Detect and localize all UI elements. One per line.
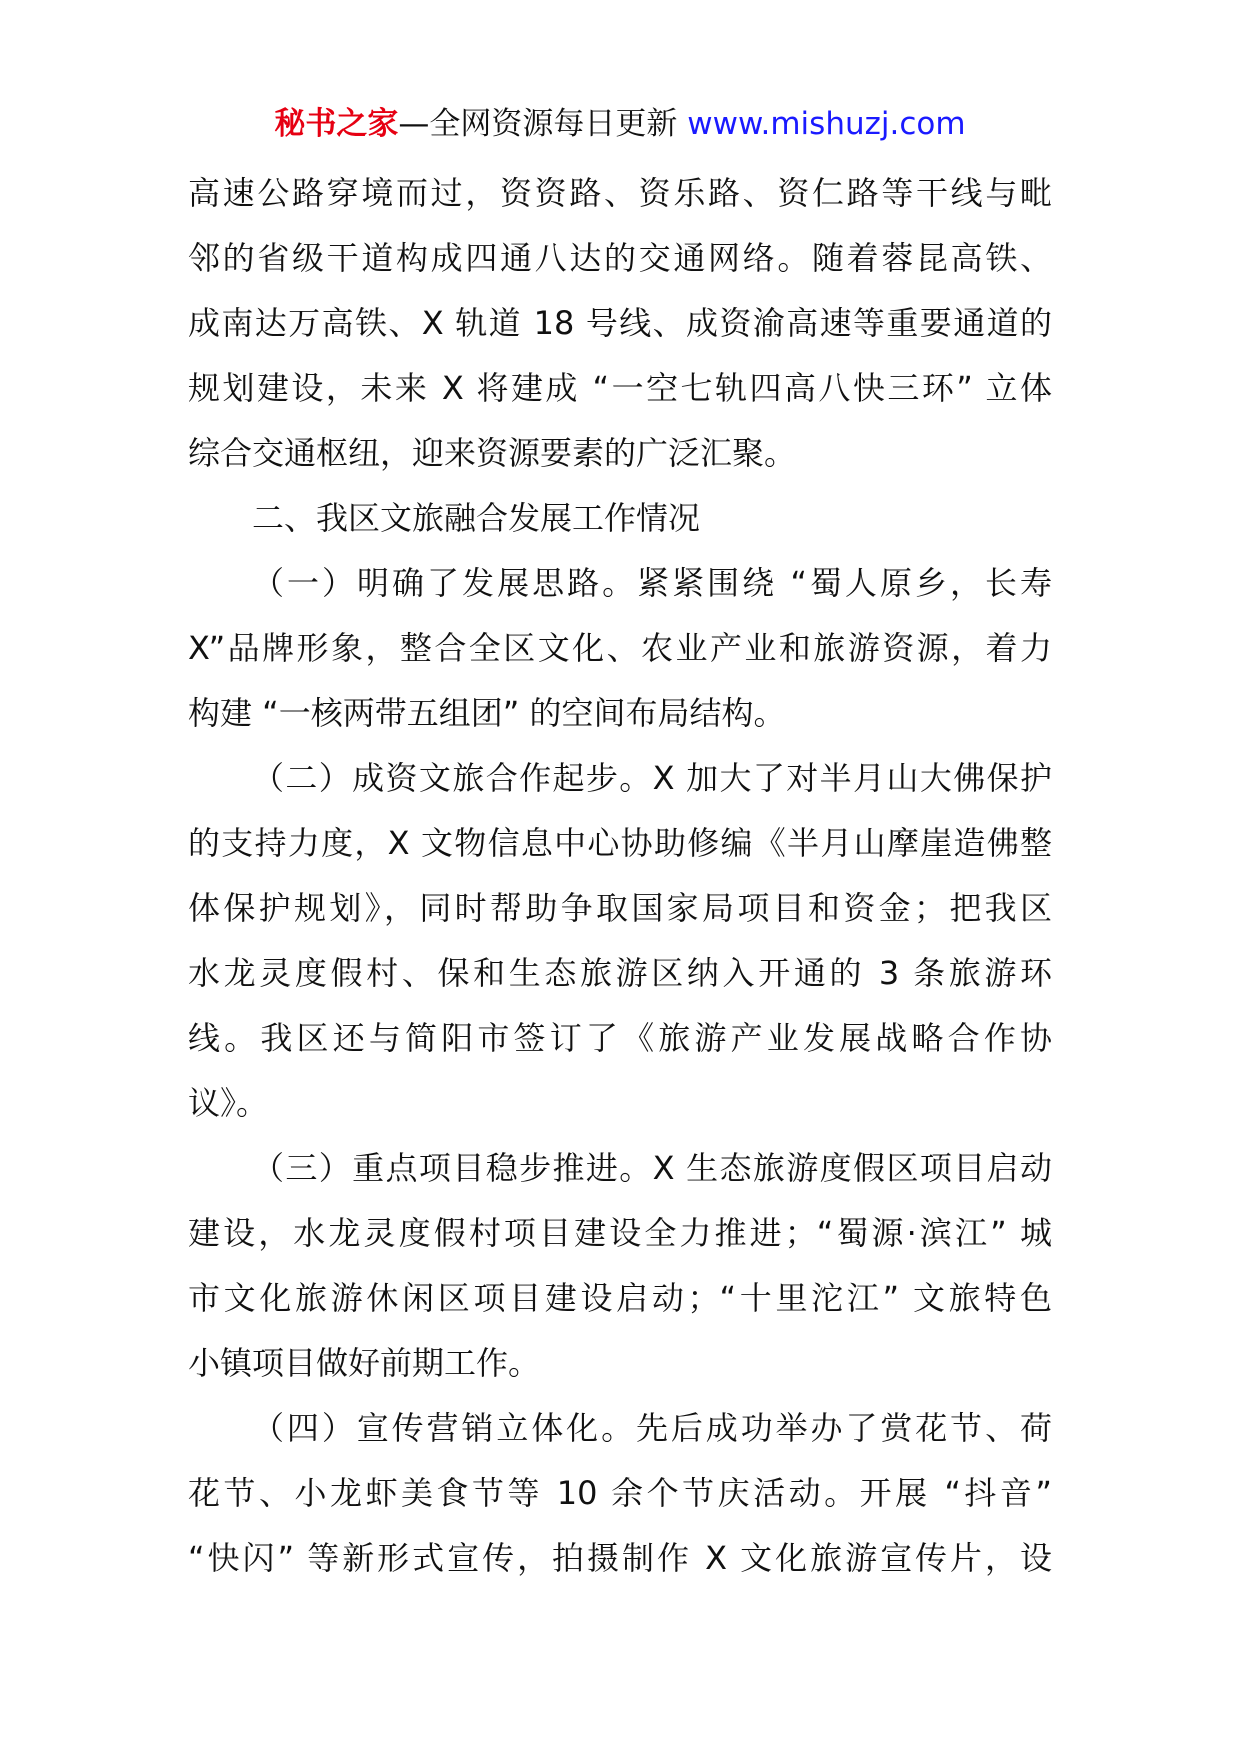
text-line: 建设，水龙灵度假村项目建设全力推进；“蜀源·滨江” 城 (188, 1214, 1052, 1252)
text-line: X”品牌形象，整合全区文化、农业产业和旅游资源，着力 (188, 629, 1052, 667)
text-line: 议》。 (188, 1084, 269, 1122)
text-line: 邻的省级干道构成四通八达的交通网络。随着蓉昆高铁、 (188, 239, 1052, 277)
paragraph-first-line: （三）重点项目稳步推进。X 生态旅游度假区项目启动 (252, 1149, 1052, 1187)
text-line: 综合交通枢纽，迎来资源要素的广泛汇聚。 (188, 434, 797, 472)
document-body (188, 161, 1052, 1591)
text-line: 线。我区还与简阳市签订了《旅游产业发展战略合作协 (188, 1019, 1052, 1057)
paragraph-first-line: （二）成资文旅合作起步。X 加大了对半月山大佛保护 (252, 759, 1052, 797)
text-line: 的支持力度，X 文物信息中心协助修编《半月山摩崖造佛整 (188, 824, 1052, 862)
text-line: 规划建设，未来 X 将建成 “一空七轨四高八快三环” 立体 (188, 369, 1052, 407)
site-url-link[interactable]: www.mishuzj.com (687, 106, 966, 142)
text-line: 成南达万高铁、X 轨道 18 号线、成资渝高速等重要通道的 (188, 304, 1052, 342)
paragraph-first-line: （四）宣传营销立体化。先后成功举办了赏花节、荷 (252, 1409, 1052, 1447)
text-line: 高速公路穿境而过，资资路、资乐路、资仁路等干线与毗 (188, 174, 1052, 212)
text-line: 构建 “一核两带五组团” 的空间布局结构。 (188, 694, 786, 732)
site-header (0, 104, 1240, 144)
text-line: “快闪” 等新形式宣传，拍摄制作 X 文化旅游宣传片，设 (188, 1539, 1052, 1577)
brand-name: 秘书之家 (274, 106, 399, 142)
section-heading: 二、我区文旅融合发展工作情况 (252, 499, 701, 537)
header-tagline: —全网资源每日更新 (398, 106, 678, 142)
text-line: 市文化旅游休闲区项目建设启动；“十里沱江” 文旅特色 (188, 1279, 1052, 1317)
text-line: 水龙灵度假村、保和生态旅游区纳入开通的 3 条旅游环 (188, 954, 1052, 992)
text-line: 体保护规划》，同时帮助争取国家局项目和资金；把我区 (188, 889, 1052, 927)
text-line: 花节、小龙虾美食节等 10 余个节庆活动。开展 “抖音” (188, 1474, 1052, 1512)
paragraph-first-line: （一）明确了发展思路。紧紧围绕 “蜀人原乡，长寿 (252, 564, 1052, 602)
text-line: 小镇项目做好前期工作。 (188, 1344, 541, 1382)
